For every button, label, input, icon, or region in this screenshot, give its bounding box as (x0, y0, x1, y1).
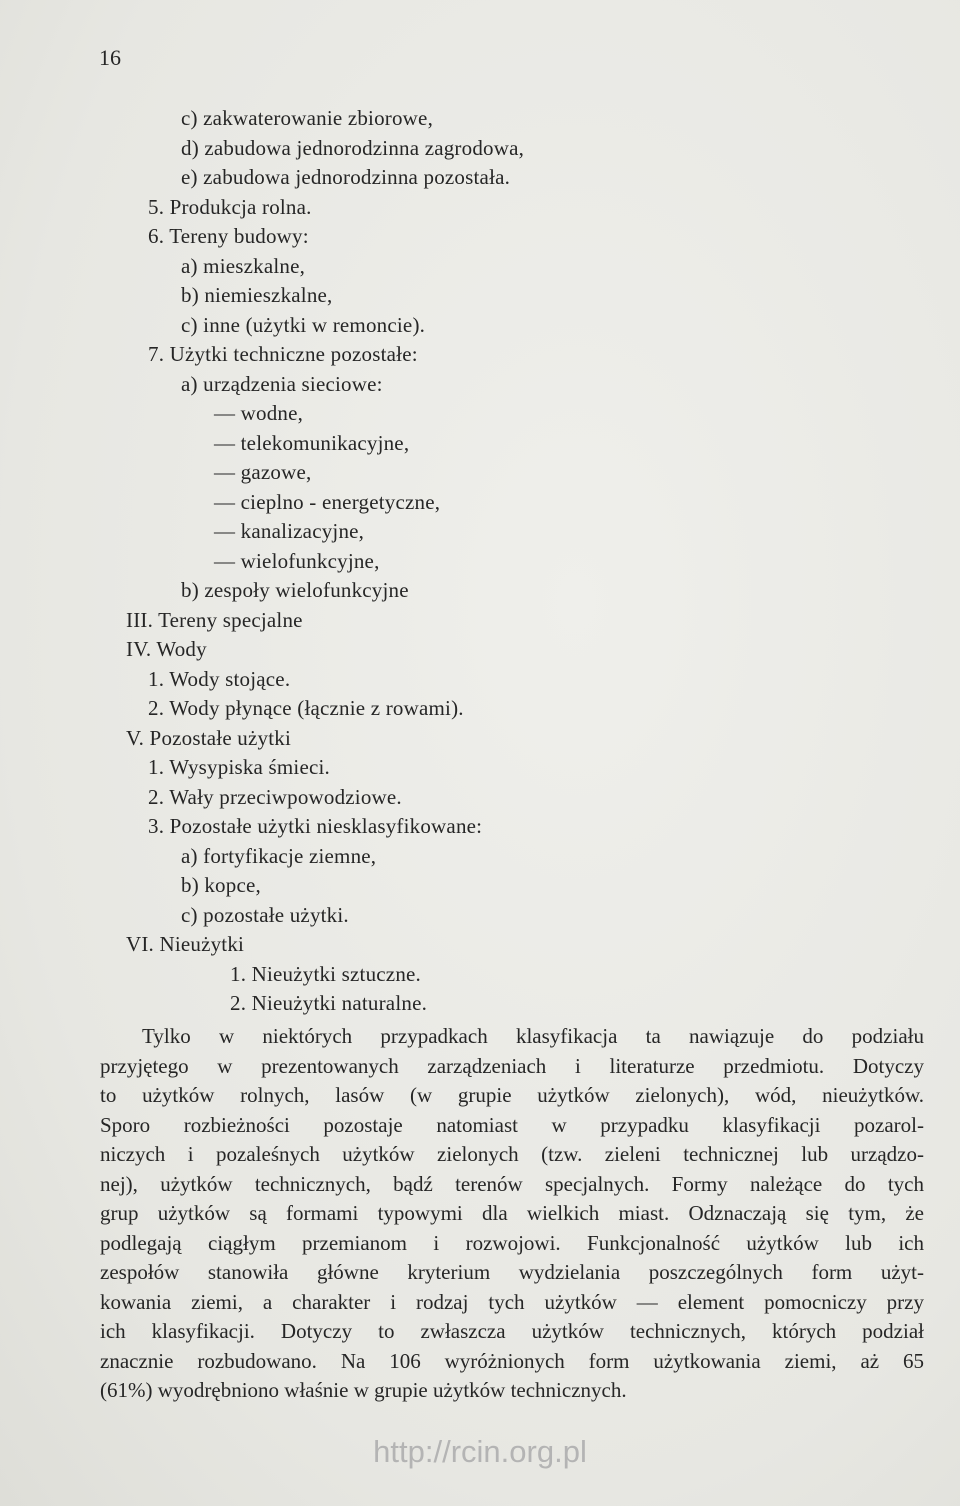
list-item: — kanalizacyjne, (214, 519, 365, 543)
watermark-url: http://rcin.org.pl (373, 1434, 587, 1469)
paragraph-line: grup użytków są formami typowymi dla wielkich miast. Odznaczają się tym, że (100, 1201, 924, 1225)
paragraph-line: nej), użytków technicznych, bądź terenów specjalnych. Formy należące do tych (100, 1171, 924, 1196)
list-item: c) pozostałe użytki. (181, 902, 349, 927)
list-item: b) kopce, (181, 873, 261, 897)
list-item: IV. Wody (126, 637, 207, 661)
list-item: c) inne (użytki w remoncie). (181, 312, 426, 337)
list-item: 2. Wody płynące (łącznie z rowami). (148, 696, 464, 720)
paragraph-line: przyjętego w prezentowanych zarządzeniach i literaturze przedmiotu. Dotyczy (100, 1053, 924, 1078)
paragraph-line: niczych i pozaleśnych użytków zielonych (tzw. zieleni technicznej lub urządzo- (100, 1142, 924, 1166)
list-item: 5. Produkcja rolna. (148, 194, 312, 219)
paragraph-line: ich klasyfikacji. Dotyczy to zwłaszcza użytków technicznych, których podział (100, 1319, 924, 1343)
list-item: 7. Użytki techniczne pozostałe: (148, 342, 418, 366)
page-number: 16 (99, 45, 121, 70)
list-item: VI. Nieużytki (126, 932, 245, 956)
paragraph-line: podlegają ciągłym przemianom i rozwojowi. Funkcjonalność użytków lub ich (100, 1230, 924, 1255)
list-item: — wielofunkcyjne, (214, 548, 380, 573)
list-item: b) zespoły wielofunkcyjne (181, 578, 409, 602)
list-item: b) niemieszkalne, (181, 283, 333, 307)
list-item: 3. Pozostałe użytki niesklasyfikowane: (148, 814, 483, 838)
list-item: c) zakwaterowanie zbiorowe, (181, 106, 434, 130)
list-item: 2. Nieużytki naturalne. (230, 991, 428, 1015)
list-item: 2. Wały przeciwpowodziowe. (148, 784, 402, 809)
list-item: 6. Tereny budowy: (148, 224, 309, 248)
list-item: 1. Wysypiska śmieci. (148, 755, 330, 779)
paragraph-line: zespołów stanowiła główne kryterium wydzielania poszczególnych form użyt- (100, 1260, 924, 1284)
list-item: e) zabudowa jednorodzinna pozostała. (181, 165, 511, 189)
paragraph-line: (61%) wyodrębniono właśnie w grupie użytków technicznych. (100, 1378, 627, 1402)
paragraph-line: znacznie rozbudowano. Na 106 wyróżnionych form użytkowania ziemi, aż 65 (100, 1348, 924, 1373)
list-item: d) zabudowa jednorodzinna zagrodowa, (181, 135, 525, 160)
list-item: — wodne, (214, 401, 304, 425)
list-item: 1. Wody stojące. (148, 666, 291, 691)
list-item: a) urządzenia sieciowe: (181, 371, 383, 396)
paragraph-line: to użytków rolnych, lasów (w grupie użytków zielonych), wód, nieużytków. (100, 1083, 924, 1107)
list-item: V. Pozostałe użytki (126, 725, 291, 750)
list-item: a) mieszkalne, (181, 253, 306, 278)
list-item: — gazowe, (214, 460, 312, 484)
paragraph-line: Tylko w niektórych przypadkach klasyfikacja ta nawiązuje do podziału (142, 1024, 924, 1048)
list-item: a) fortyfikacje ziemne, (181, 843, 377, 868)
paragraph-line: Sporo rozbieżności pozostaje natomiast w przypadku klasyfikacji pozarol- (100, 1112, 924, 1137)
list-item: — cieplno - energetyczne, (214, 489, 441, 514)
list-item: 1. Nieużytki sztuczne. (230, 961, 422, 986)
paragraph-line: kowania ziemi, a charakter i rodzaj tych użytków — element pomocniczy przy (100, 1289, 924, 1314)
list-item: — telekomunikacyjne, (214, 430, 410, 455)
list-item: III. Tereny specjalne (126, 607, 303, 632)
